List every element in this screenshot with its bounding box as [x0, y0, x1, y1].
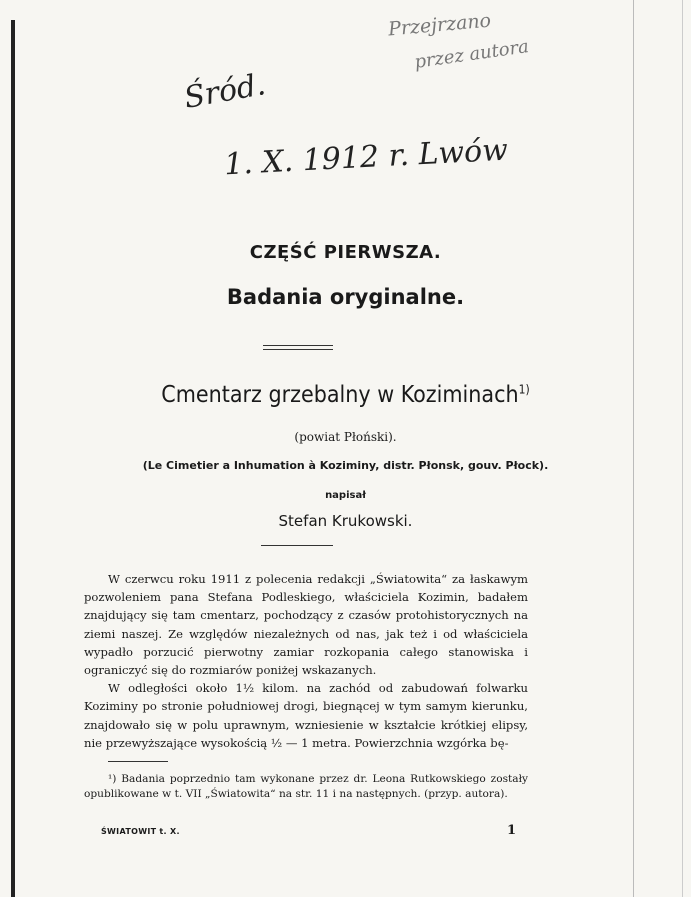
article-body [84, 570, 528, 752]
paragraph-2: W odległości około 1½ kilom. na zachód od zabudowań folwarku Koziminy po stronie południowej drogi, biegnącej w tym samym kierunku, znajdowało się w polu uprawnym, wzniesienie w kształcie krótkiej elipsy, nie przewyższające wysokością ½ — 1 metra. Powierzchnia wzgórka bę- [84, 681, 528, 750]
article-french-title: (Le Cimetier a Inhumation à Koziminy, distr. Płonsk, gouv. Płock). [142, 459, 549, 472]
part-heading: CZĘŚĆ PIERWSZA. [249, 242, 442, 263]
divider-rule [263, 345, 333, 346]
footnote-text: ¹) Badania poprzednio tam wykonane przez dr. Leona Rutkowskiego zostały opublikowane w t. VII „Światowita“ na str. 11 i na następnych. (przyp. autora). [84, 773, 528, 800]
handwritten-note-top-right-2: przez autora [413, 36, 531, 73]
margin-line [633, 0, 634, 897]
paragraph-1: W czerwcu roku 1911 z polecenia redakcji „Światowita“ za łaskawym pozwoleniem pana Stefana Podleskiego, właściciela Kozimin, badałem znajdujący się tam cmentarz, pochodzący z czasów protohistorycznych na ziemi naszej. Ze względów niezależnych od nas, jak też i od właściciela wypadło porzucić pierwotny zamiar rozkopania całego stanowiska i ograniczyć się do rozmiarów poniżej wskazanych. [84, 572, 528, 678]
author-label: napisał [325, 490, 366, 501]
footnote-rule [108, 761, 168, 762]
footnote [84, 772, 528, 802]
page-number: 1 [507, 823, 517, 838]
author-name: Stefan Krukowski. [278, 512, 413, 530]
margin-line-outer [682, 0, 683, 897]
handwritten-note-left: Śród. [181, 67, 269, 116]
running-footer: ŚWIATOWIT t. X. [101, 827, 180, 836]
author-rule [261, 545, 333, 546]
article-title: Cmentarz grzebalny w Koziminach$^{1)}$ [161, 382, 530, 408]
handwritten-note-top-right: Przejrzano [387, 9, 492, 41]
article-location: (powiat Płoński). [294, 430, 397, 444]
section-heading: Badania oryginalne. [226, 285, 465, 309]
handwritten-date: 1. X. 1912 r. Lwów [223, 132, 509, 183]
divider-rule-2 [263, 349, 333, 350]
